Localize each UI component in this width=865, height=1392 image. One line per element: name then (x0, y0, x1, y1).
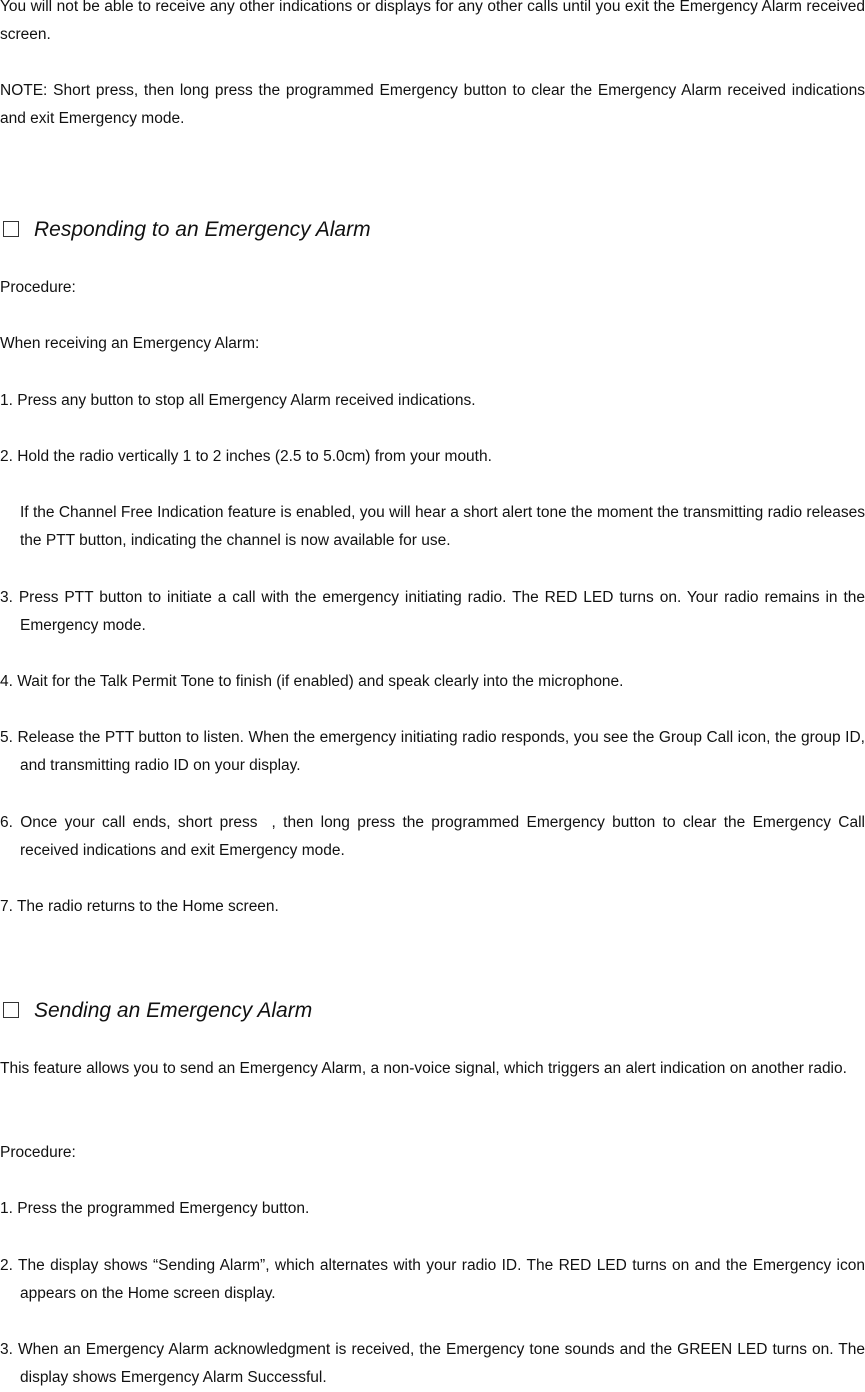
checkbox-bullet-icon (3, 1002, 19, 1018)
heading-text: Sending an Emergency Alarm (34, 999, 313, 1022)
section-heading-responding (0, 215, 865, 245)
responding-step-2-note: If the Channel Free Indication feature is enabled, you will hear a short alert tone the moment the transmitting radio releases the PTT button, indicating the channel is now available for use. (20, 504, 865, 549)
responding-step-6 (0, 809, 865, 865)
responding-step-1: 1. Press any button to stop all Emergency Alarm received indications. (0, 392, 476, 409)
responding-step-7: 7. The radio returns to the Home screen. (0, 898, 279, 915)
step-6-text-b: , then long press the programmed Emergency button to clear the Emergency Call received indications and exit Emergency mode. (20, 814, 865, 859)
section-heading-sending (0, 996, 865, 1026)
step-6-text-a: 6. Once your call ends, short press (0, 814, 258, 831)
heading-text: Responding to an Emergency Alarm (34, 218, 371, 241)
intro-paragraph: You will not be able to receive any other indications or displays for any other calls until you exit the Emergency Alarm received screen. (0, 0, 865, 43)
sending-step-1: 1. Press the programmed Emergency button. (0, 1200, 310, 1217)
sending-description: This feature allows you to send an Emergency Alarm, a non-voice signal, which triggers an alert indication on another radio. (0, 1060, 847, 1077)
procedure-label: Procedure: (0, 279, 76, 296)
procedure-label: Procedure: (0, 1144, 76, 1161)
checkbox-bullet-icon (3, 221, 19, 237)
responding-step-5: 5. Release the PTT button to listen. When the emergency initiating radio responds, you see the Group Call icon, the group ID, and transmitting radio ID on your display. (0, 729, 865, 774)
responding-step-2: 2. Hold the radio vertically 1 to 2 inches (2.5 to 5.0cm) from your mouth. (0, 448, 492, 465)
note-paragraph: NOTE: Short press, then long press the programmed Emergency button to clear the Emergency Alarm received indications and exit Emergency mode. (0, 82, 865, 127)
sending-step-2: 2. The display shows “Sending Alarm”, which alternates with your radio ID. The RED LED turns on and the Emergency icon appears on the Home screen display. (0, 1257, 865, 1302)
responding-step-4: 4. Wait for the Talk Permit Tone to finish (if enabled) and speak clearly into the microphone. (0, 673, 624, 690)
when-receiving-label: When receiving an Emergency Alarm: (0, 335, 260, 352)
sending-step-3: 3. When an Emergency Alarm acknowledgment is received, the Emergency tone sounds and the GREEN LED turns on. The display shows Emergency Alarm Successful. (0, 1341, 865, 1386)
responding-step-3: 3. Press PTT button to initiate a call with the emergency initiating radio. The RED LED turns on. Your radio remains in the Emergency mode. (0, 589, 865, 634)
